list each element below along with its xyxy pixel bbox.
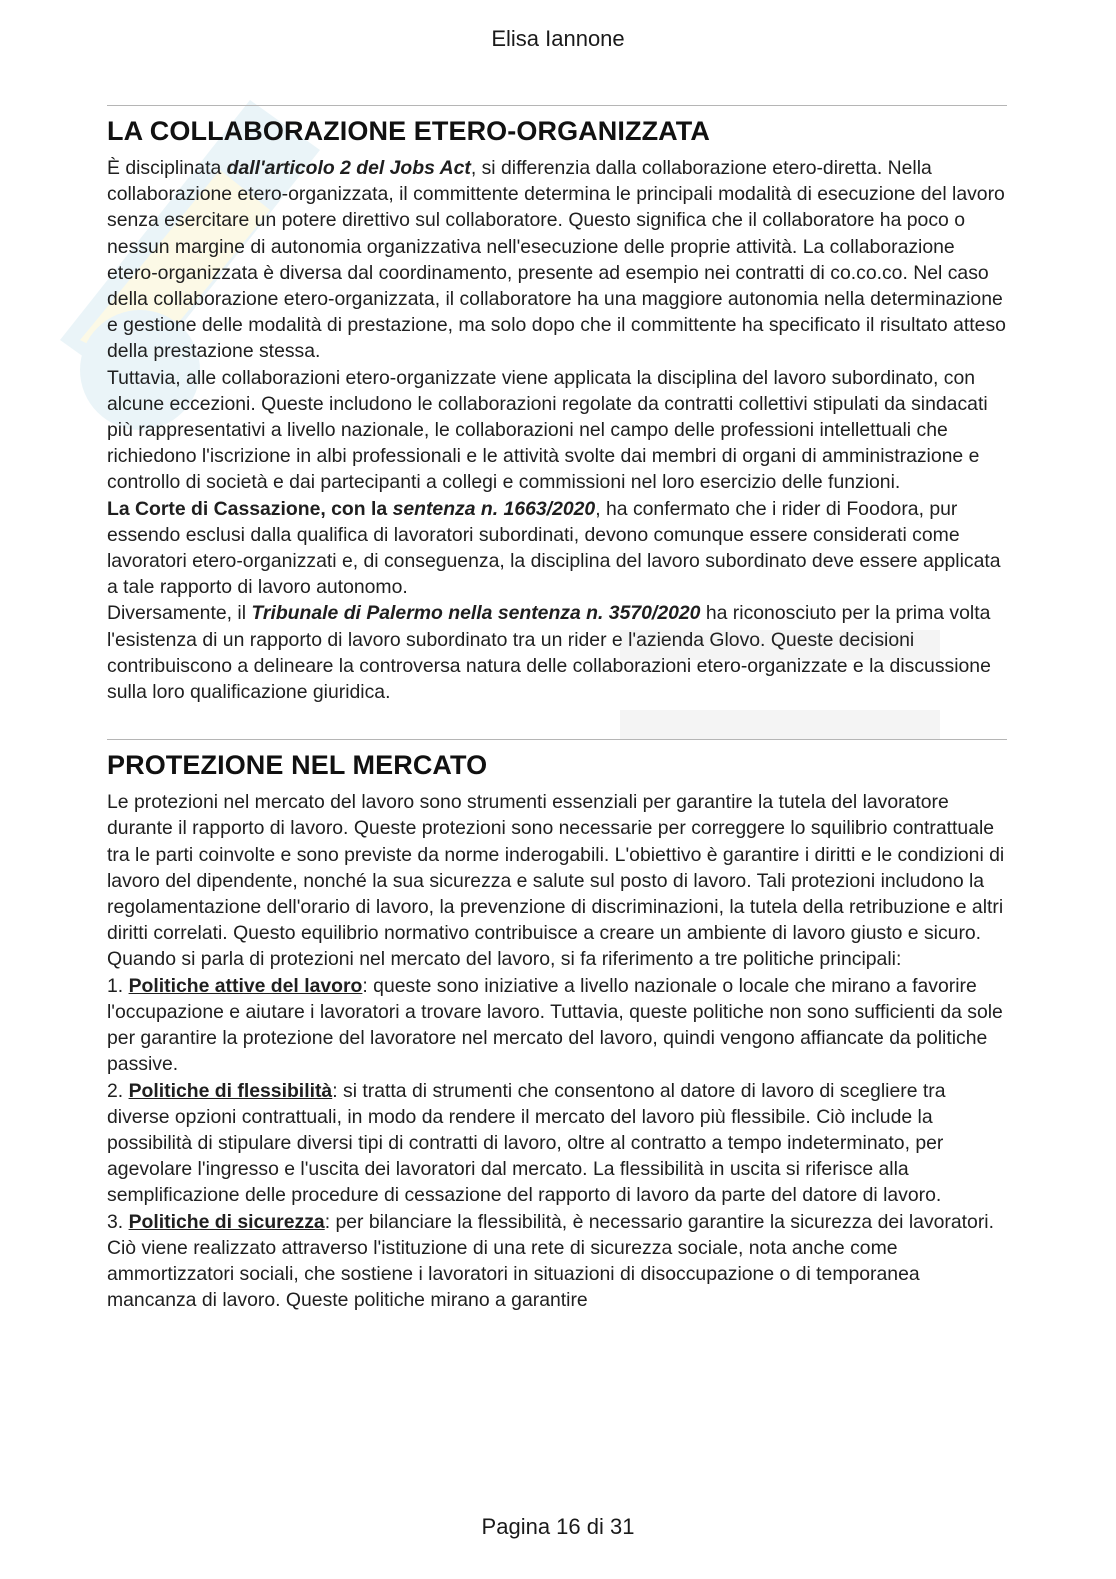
text-run: È disciplinata — [107, 157, 227, 179]
emphasis-reference: dall'articolo 2 del Jobs Act — [226, 157, 471, 179]
section-title-collaborazione: LA COLLABORAZIONE ETERO-ORGANIZZATA — [107, 116, 710, 146]
text-run: , si differenzia dalla collaborazione etero-diretta. Nella collaborazione etero-organizzata, il committente determina le principali modalità di esecuzione del lavoro senza esercitare un potere direttivo sul collaboratore. Questo significa che il collaboratore ha poco o nessun margine di autonomia organizzativa nell'esecuzione delle proprie attività. La collaborazione etero-organizzata è diversa dal coordinamento, presente ad esempio nei contratti di co.co.co. Nel caso della collaborazione etero-organizzata, il collaboratore ha una maggiore autonomia nella determinazione e gestione delle modalità di prestazione, ma solo dopo che il committente ha specificato il risultato atteso della prestazione stessa. — [107, 157, 1006, 363]
section-divider — [107, 739, 1007, 740]
list-number: 1. — [107, 974, 129, 997]
list-item — [107, 973, 1007, 1078]
text-run: ha riconosciuto per la prima volta l'esistenza di un rapporto di lavoro subordinato tra un rider e l'azienda Glovo. Queste decisioni contribuiscono a delineare la controversa natura delle collaborazioni etero-organizzate e la discussione sulla loro qualificazione giuridica. — [107, 602, 991, 704]
list-term: Politiche attive del lavoro — [128, 974, 363, 997]
emphasis-reference: Tribunale di Palermo nella sentenza n. 3570/2020 — [251, 602, 701, 625]
paragraph — [107, 496, 1007, 601]
list-text: : per bilanciare la flessibilità, è necessario garantire la sicurezza dei lavoratori. Ciò viene realizzato attraverso l'istituzione di una rete di sicurezza sociale, nota anche come ammortizzatori sociali, che sostiene i lavoratori in situazioni di disoccupazione o di temporanea mancanza di lavoro. Queste politiche mirano a garantire — [107, 1210, 994, 1312]
list-item — [107, 1078, 1007, 1209]
emphasis-reference: sentenza n. 1663/2020 — [392, 497, 596, 520]
list-text: : queste sono iniziative a livello nazionale o locale che mirano a favorire l'occupazione e aiutare i lavoratori a trovare lavoro. Tuttavia, queste politiche non sono sufficienti da sole per garantire la protezione del lavoratore nel mercato del lavoro, quindi vengono affiancate da politiche passive. — [107, 974, 1003, 1076]
page-header-author: Elisa Iannone — [491, 26, 625, 51]
section-divider — [107, 105, 1007, 106]
text-run: , ha confermato che i rider di Foodora, pur essendo esclusi dalla qualifica di lavoratori subordinati, devono comunque essere considerati come lavoratori etero-organizzati e, di conseguenza, la disciplina del lavoro subordinato deve essere applicata a tale rapporto di lavoro autonomo. — [107, 497, 1001, 599]
paragraph — [107, 155, 1007, 365]
text-run: Diversamente, il — [107, 602, 252, 625]
section-title-protezione: PROTEZIONE NEL MERCATO — [107, 750, 488, 781]
list-text: : si tratta di strumenti che consentono al datore di lavoro di scegliere tra diverse opzioni contrattuali, in modo da rendere il mercato del lavoro più flessibile. Ciò include la possibilità di stipulare diversi tipi di contratti di lavoro, oltre al contratto a tempo indeterminato, per agevolare l'ingresso e l'uscita dei lavoratori dal mercato. La flessibilità in uscita si riferisce alla semplificazione delle procedure di cessazione del rapporto di lavoro da parte del datore di lavoro. — [107, 1079, 946, 1207]
paragraph: Quando si parla di protezioni nel mercato del lavoro, si fa riferimento a tre politiche principali: — [107, 948, 902, 971]
paragraph: Le protezioni nel mercato del lavoro sono strumenti essenziali per garantire la tutela del lavoratore durante il rapporto di lavoro. Queste protezioni sono necessarie per correggere lo squilibrio contrattuale tra le parti coinvolte e sono previste da norme inderogabili. L'obiettivo è garantire i diritti e le condizioni di lavoro del dipendente, nonché la sua sicurezza e salute sul posto di lavoro. Tali protezioni includono la regolamentazione dell'orario di lavoro, la prevenzione di discriminazioni, la tutela della retribuzione e altri diritti correlati. Questo equilibrio normativo contribuisce a creare un ambiente di lavoro giusto e sicuro. — [107, 791, 1005, 945]
paragraph: Tuttavia, alle collaborazioni etero-organizzate viene applicata la disciplina del lavoro subordinato, con alcune eccezioni. Queste includono le collaborazioni regolate da contratti collettivi stipulati da sindacati più rappresentativi a livello nazionale, le collaborazioni nel campo delle professioni intellettuali che richiedono l'iscrizione in albi professionali e le attività svolte dai membri di organi di amministrazione e controllo di società e dai partecipanti a collegi e commissioni nel loro esercizio delle funzioni. — [107, 366, 988, 494]
list-number: 2. — [107, 1079, 129, 1102]
list-term: Politiche di flessibilità — [128, 1079, 333, 1102]
page-number: Pagina 16 di 31 — [481, 1514, 635, 1539]
list-term: Politiche di sicurezza — [128, 1210, 325, 1233]
list-item — [107, 1209, 1007, 1314]
bold-text: La Corte di Cassazione, con la — [107, 497, 393, 520]
page-content — [107, 105, 1007, 1313]
paragraph — [107, 600, 1007, 705]
list-number: 3. — [107, 1210, 129, 1233]
